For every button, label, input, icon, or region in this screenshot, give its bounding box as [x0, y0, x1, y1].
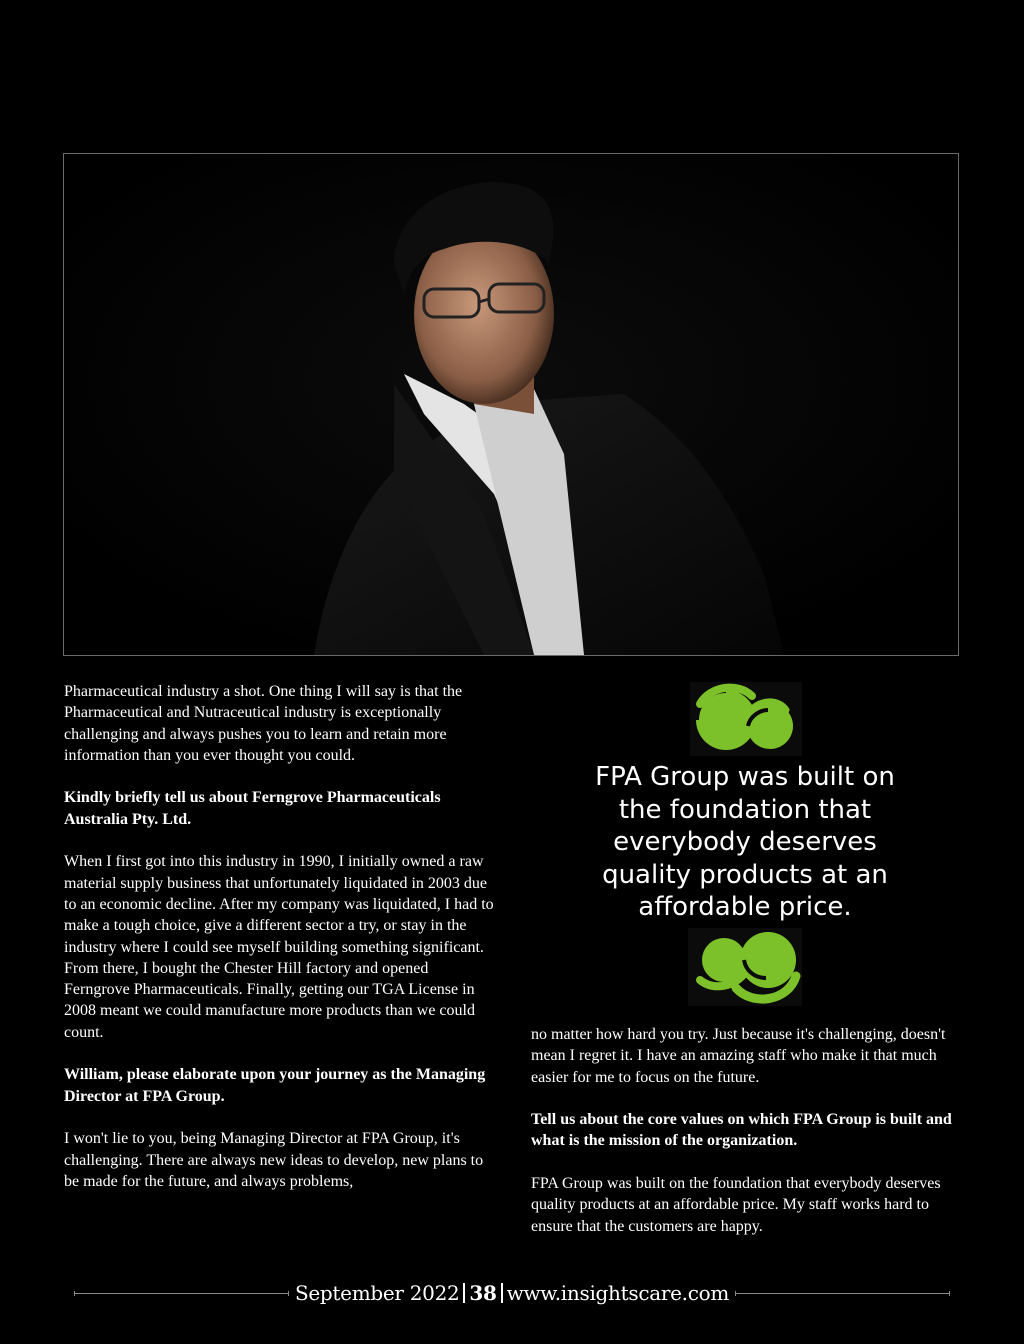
answer-paragraph: no matter how hard you try. Just because it's challenging, doesn't mean I regret it. I have an amazing staff who make it that much easier for me to focus on the future. — [531, 1026, 946, 1086]
pull-quote — [580, 672, 910, 1012]
question-heading: Kindly briefly tell us about Ferngrove Pharmaceuticals Australia Pty. Ltd. — [64, 789, 441, 828]
pull-quote-text: FPA Group was built on the foundation that everybody deserves quality products at an affordable price. — [595, 762, 895, 922]
answer-paragraph: Pharmaceutical industry a shot. One thing I will say is that the Pharmaceutical and Nutraceutical industry is exceptionally challenging and always pushes you to learn and retain more information than you ever thought you could. — [64, 683, 463, 764]
footer-text — [289, 1281, 735, 1305]
website-link[interactable]: www.insightscare.com — [506, 1281, 730, 1305]
left-column — [64, 681, 496, 1213]
footer-divider — [463, 1283, 465, 1303]
answer-paragraph: I won't lie to you, being Managing Director at FPA Group, it's challenging. There are always new ideas to develop, new plans to be made for the future, and always problems, — [64, 1130, 484, 1190]
question-heading: Tell us about the core values on which FPA Group is built and what is the mission of the organization. — [531, 1111, 952, 1150]
portrait-photo — [63, 153, 959, 656]
page-number: 38 — [469, 1281, 497, 1305]
footer-rule-right — [735, 1293, 950, 1294]
question-heading: William, please elaborate upon your journey as the Managing Director at FPA Group. — [64, 1066, 486, 1105]
footer-divider — [501, 1283, 503, 1303]
open-quote-icon — [690, 682, 802, 756]
page-footer — [74, 1276, 950, 1310]
footer-rule-left — [74, 1293, 289, 1294]
right-column — [531, 1024, 956, 1258]
close-quote-icon — [688, 928, 802, 1006]
issue-date: September 2022 — [294, 1281, 460, 1305]
answer-paragraph: When I first got into this industry in 1990, I initially owned a raw material supply business that unfortunately liquidated in 2003 due to an economic decline. After my company was liquidated, I had to make a tough choice, give a different sector a try, or stay in the industry where I could see myself building something significant. From there, I bought the Chester Hill factory and opened Ferngrove Pharmaceuticals. Finally, getting our TGA License in 2008 meant we could manufacture more products than we could count. — [64, 853, 494, 1041]
answer-paragraph: FPA Group was built on the foundation that everybody deserves quality products at an affordable price. My staff works hard to ensure that the customers are happy. — [531, 1175, 941, 1235]
portrait-illustration — [64, 154, 958, 655]
